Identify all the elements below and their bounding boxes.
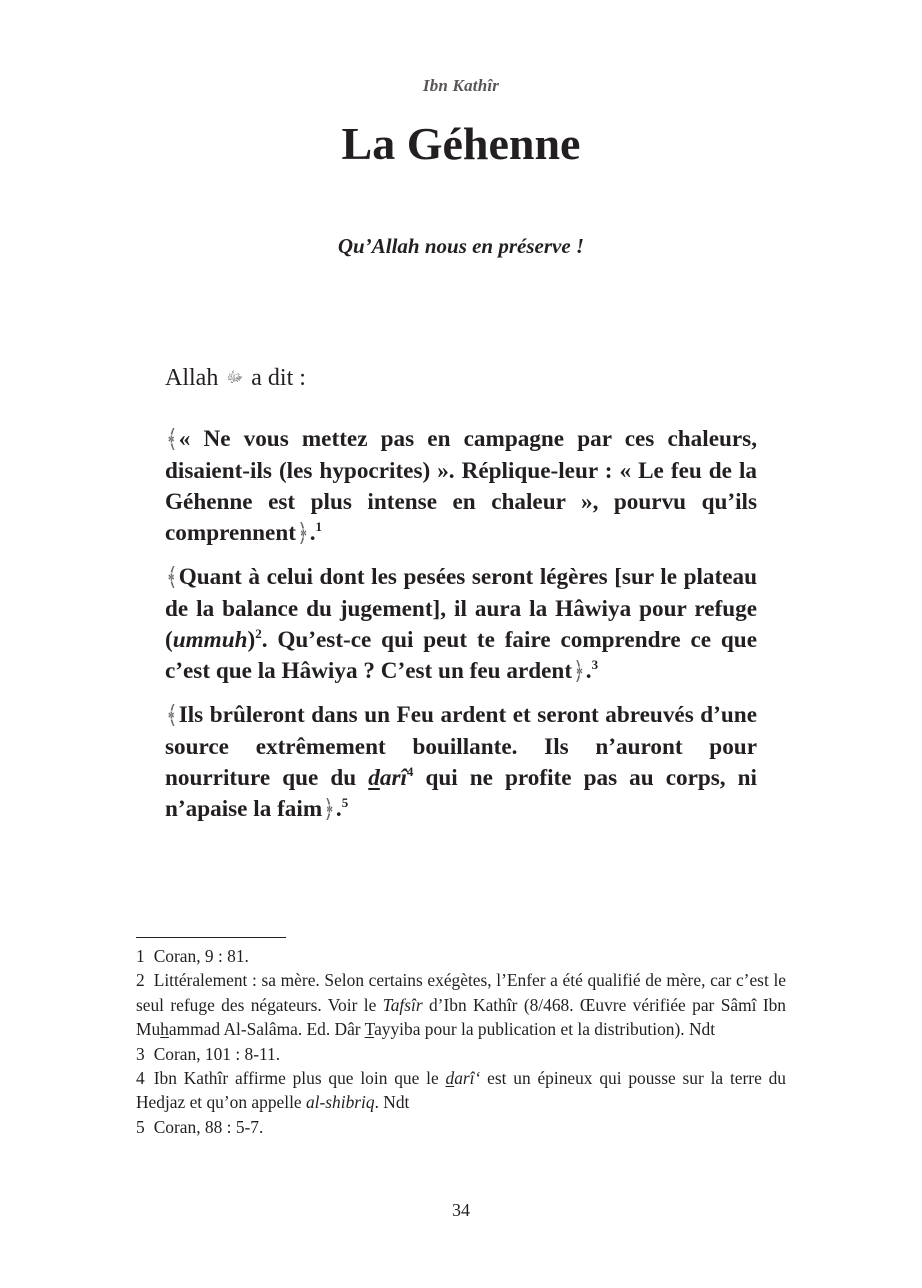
verse-italic-term: arî: [379, 765, 407, 791]
verse-2: [165, 562, 757, 688]
verse-text: Quant à celui dont les pesées seront légères [sur le plateau de la balance du jugement], il aura la Hâwiya pour refuge (: [165, 564, 757, 653]
intro-text-after: a dit :: [251, 365, 306, 391]
footnote-ref-5[interactable]: 5: [341, 795, 349, 810]
footnote-italic-title: Tafsîr: [382, 994, 423, 1015]
running-head-author: Ibn Kathîr: [422, 76, 500, 95]
footnote-underlined-letter: h: [160, 1019, 169, 1040]
footnote-number: 3: [136, 1043, 145, 1064]
verse-text: . Qu’est-ce qui peut te faire comprendre ce que c’est que la Hâwiya ? C’est un feu ardent: [165, 627, 757, 684]
footnote-ref-3[interactable]: 3: [591, 657, 599, 672]
chapter-title: La Géhenne: [341, 118, 581, 169]
footnote-text: est un épineux qui pousse sur la terre du Hedjaz et qu’on appelle: [136, 1068, 786, 1113]
page-number: 34: [452, 1200, 470, 1220]
verse-text: qui ne profite pas au corps, ni n’apaise la faim: [165, 765, 757, 822]
footnote-number: 5: [136, 1116, 145, 1137]
footnotes: [136, 944, 786, 1139]
honorific-glyph-icon: ﷻ: [226, 370, 244, 386]
footnote-text: Littéralement : sa mère. Selon certains exégètes, l’Enfer a été qualifié de mère, car c’est le seul refuge des négateurs. Voir le: [136, 970, 786, 1015]
verse-1: [165, 424, 757, 550]
verse-italic-term: ummuh: [172, 627, 248, 653]
footnote-text: ammad Al-Salâma. Ed. Dâr: [168, 1019, 365, 1040]
quran-verses: [165, 424, 757, 838]
footnote-ref-2[interactable]: 2: [255, 626, 262, 641]
footnote-number: 2: [136, 970, 145, 991]
ornate-close-bracket-icon: ﴿: [323, 796, 335, 824]
verse-text: « Ne vous mettez pas en campagne par ces chaleurs, disaient-ils (les hypocrites) ». Réplique-leur : « Le feu de la Géhenne est plus intense en chaleur », pourvu qu’ils comprennent: [165, 426, 757, 546]
footnote-ref-4[interactable]: 4: [406, 764, 414, 779]
footnote-italic-term: al-shibriq: [305, 1092, 375, 1113]
ornate-open-bracket-icon: ﴾: [166, 564, 178, 592]
verse-italic-underlined-letter: d: [368, 765, 380, 791]
intro-text-before: Allah: [165, 365, 219, 391]
verse-3: [165, 700, 757, 826]
ornate-open-bracket-icon: ﴾: [166, 702, 178, 730]
footnote-separator: [136, 937, 286, 938]
footnote-italic-underlined-letter: d: [445, 1068, 455, 1089]
footnote-2: [136, 968, 786, 1041]
footnote-4: [136, 1066, 786, 1115]
footnote-text: Coran, 88 : 5-7.: [153, 1116, 264, 1137]
verse-text: ): [247, 627, 256, 653]
ornate-open-bracket-icon: ﴾: [166, 426, 178, 454]
verse-punctuation: .: [585, 658, 592, 684]
footnote-text: d’Ibn Kathîr (8/468. Œuvre vérifiée par Sâmî Ibn Mu: [136, 994, 786, 1040]
footnote-text: Ibn Kathîr affirme plus que loin que le: [153, 1068, 446, 1089]
footnote-number: 4: [136, 1068, 145, 1089]
ornate-close-bracket-icon: ﴿: [573, 658, 585, 686]
footnote-number: 1: [136, 946, 145, 966]
footnote-1: [136, 944, 786, 968]
footnote-italic-term: arî‘: [454, 1068, 481, 1089]
footnote-text: Coran, 101 : 8-11.: [153, 1043, 281, 1064]
ornate-close-bracket-icon: ﴿: [296, 520, 309, 548]
footnote-ref-1[interactable]: 1: [315, 519, 322, 534]
footnote-text: Coran, 9 : 81.: [153, 946, 249, 966]
intro-line: [165, 362, 306, 394]
verse-punctuation: .: [309, 520, 316, 546]
footnote-underlined-letter: T: [364, 1019, 375, 1040]
footnote-5: [136, 1115, 786, 1139]
footnote-text: ayyiba pour la publication et la distribution). Ndt: [374, 1019, 716, 1040]
footnote-3: [136, 1042, 786, 1066]
verse-punctuation: .: [335, 796, 342, 822]
footnote-text: . Ndt: [374, 1092, 410, 1113]
chapter-subtitle: Qu’Allah nous en préserve !: [337, 234, 585, 258]
verse-text: Ils brûleront dans un Feu ardent et seront abreuvés d’une source extrêmement bouillante. Ils n’auront pour nourriture que du: [165, 702, 757, 791]
